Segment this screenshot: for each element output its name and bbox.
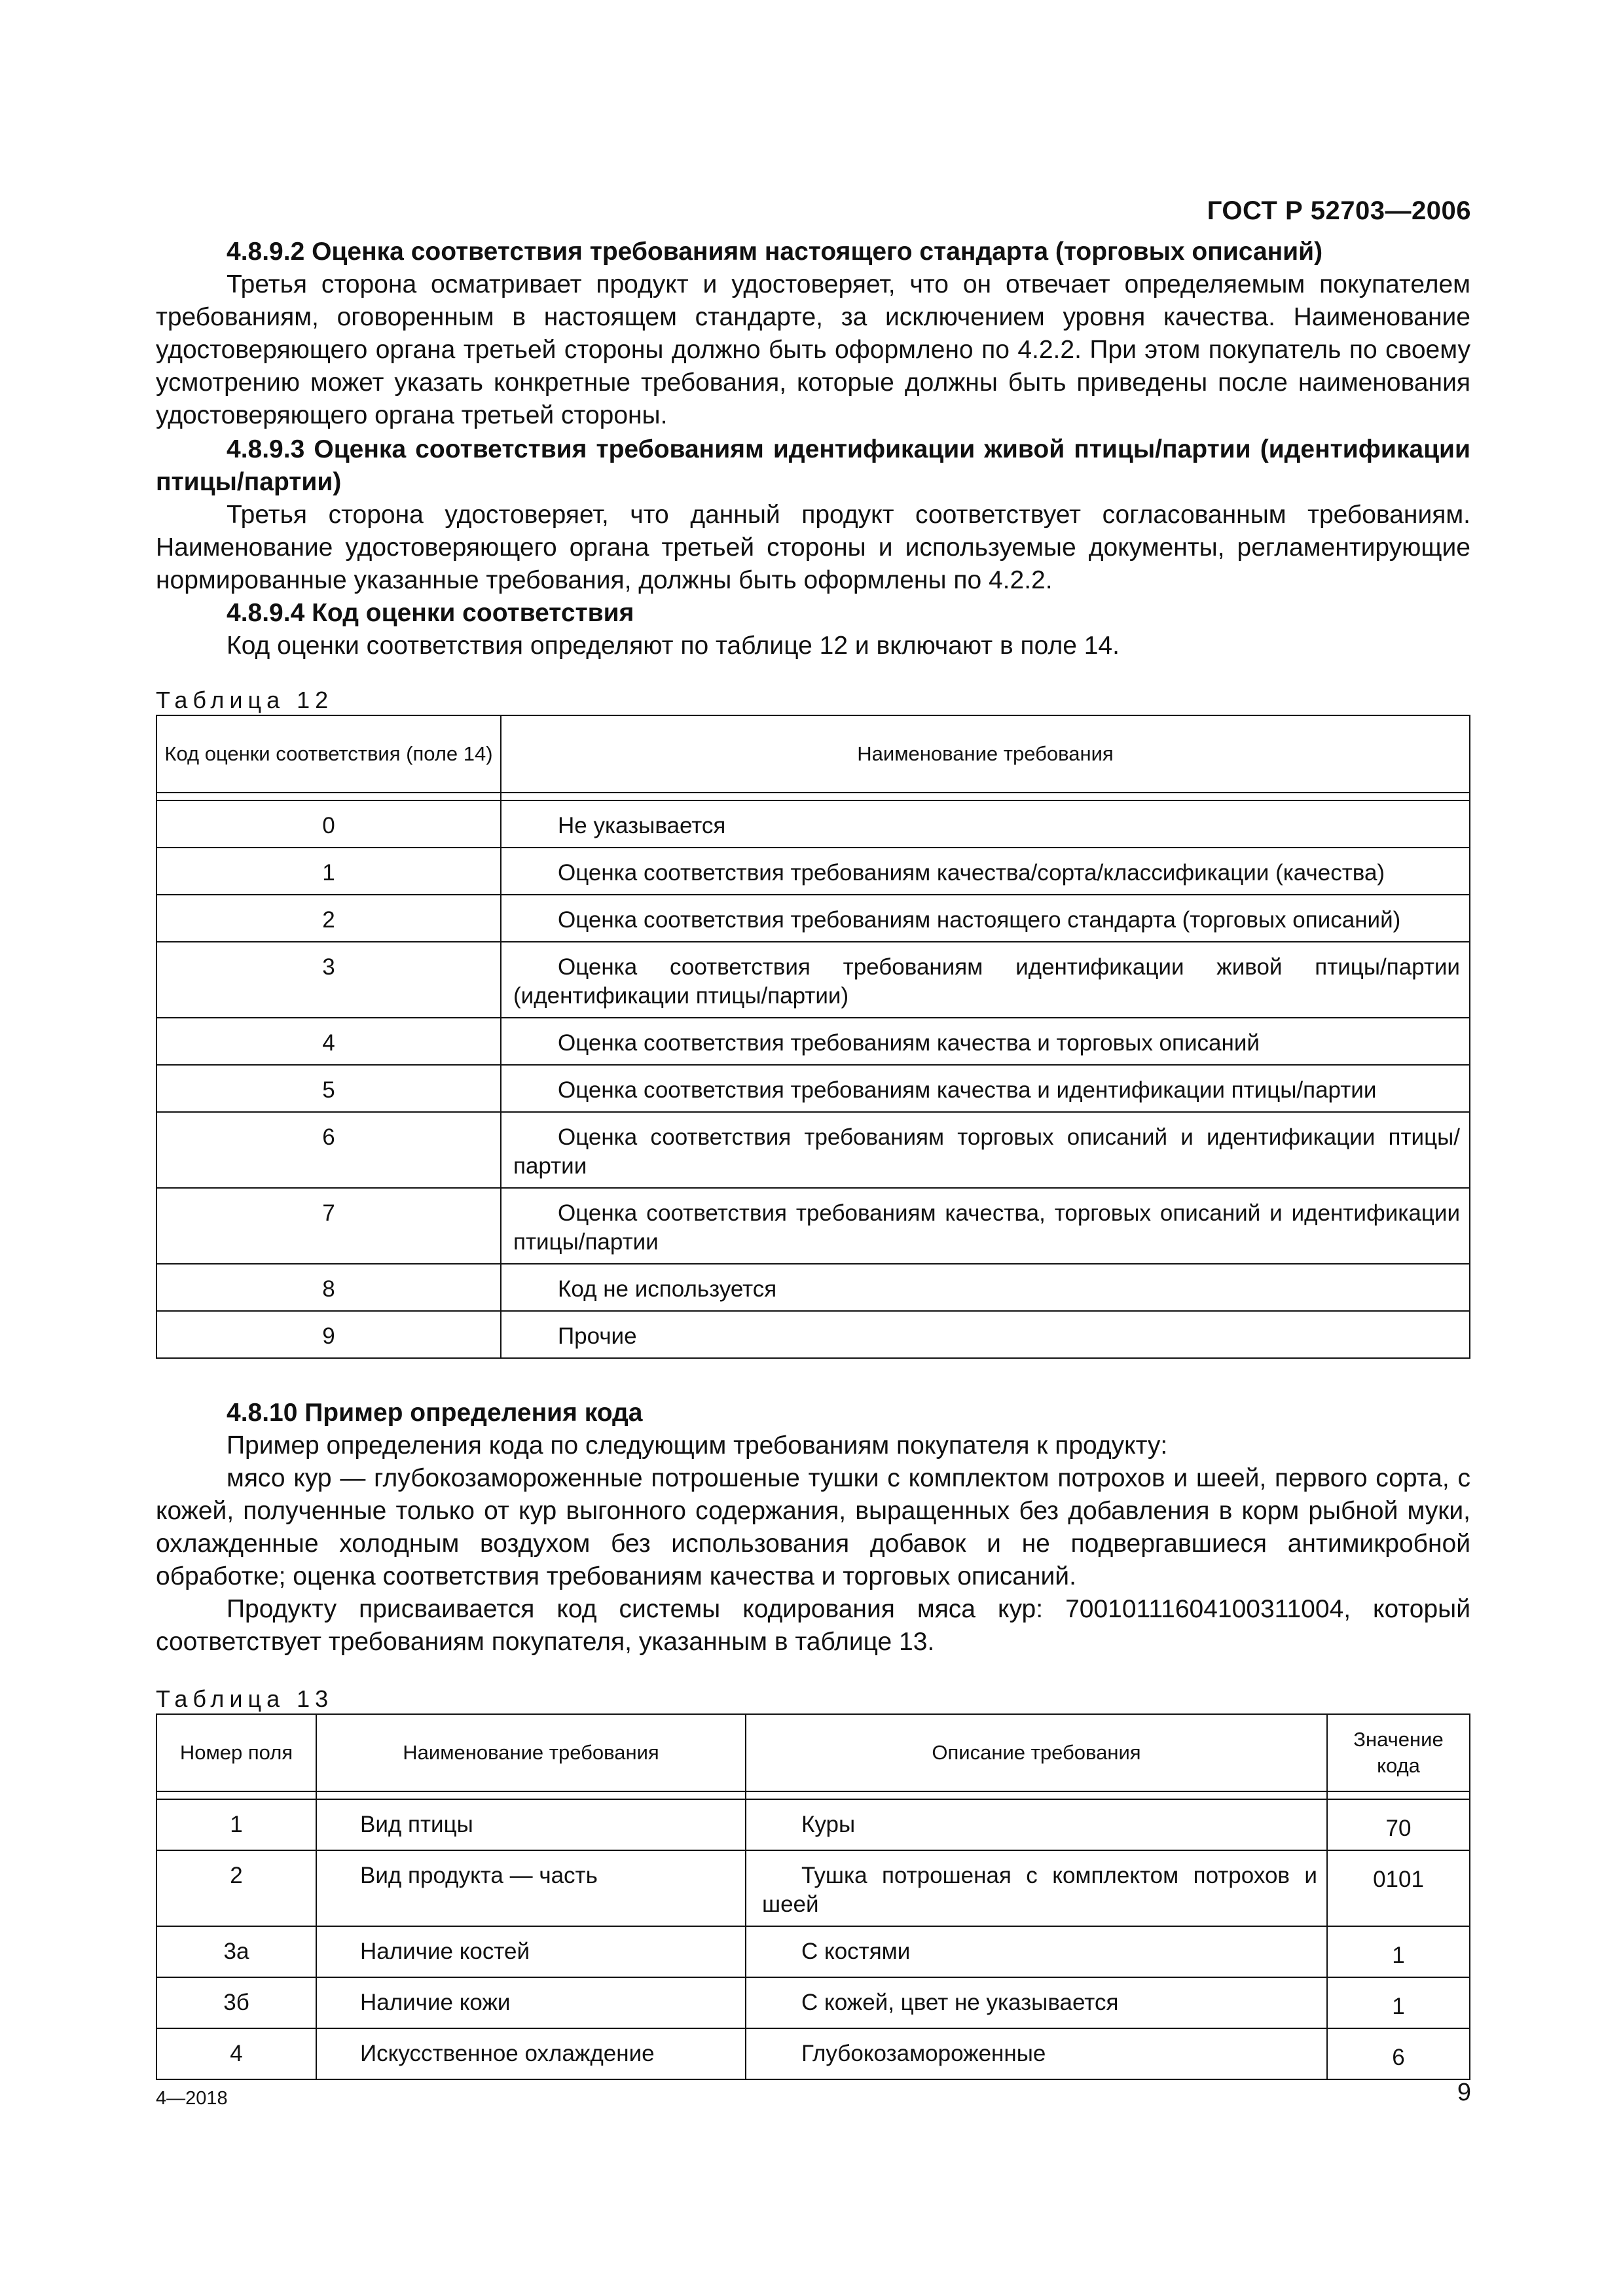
table-13-num-cell: 3а <box>156 1926 316 1977</box>
table-12-name-cell: Не указывается <box>558 813 726 838</box>
section-text-4-8-9-2: Третья сторона осматривает продукт и удостоверяет, что он отвечает определяемым покупателем требованиям, оговоренным в настоящем стандарте, за исключением уровня качества. Наименование удостоверяющего органа третьей стороны должно быть оформлено по 4.2.2. При этом покупатель по своему усмотрению может указать конкретные требования, которые должны быть приведены после наименования удостоверяющего органа третьей стороны. <box>156 270 1470 429</box>
table-row <box>156 2028 1470 2079</box>
table-13-num-cell: 4 <box>156 2028 316 2079</box>
table-12-name-cell: Оценка соответствия требованиям настоящего стандарта (торговых описаний) <box>558 907 1401 933</box>
table-13 <box>156 1713 1470 2080</box>
table-12-name-cell: Оценка соответствия требованиям качества и торговых описаний <box>558 1030 1260 1056</box>
section-text-4-8-10-p2: мясо кур — глубокозамороженные потрошеные тушки с комплектом потрохов и шеей, первого сорта, с кожей, полученные только от кур выгонного содержания, выращенных без добавления в корм рыбной муки, охлажденные холодным воздухом без использования добавок и не подвергавшиеся антимикробной обработке; оценка соответствия требованиям качества и торговых описаний. <box>156 1464 1470 1590</box>
table-12-name-cell: Оценка соответствия требованиям торговых описаний и идентификации птицы/партии <box>513 1124 1460 1179</box>
table-row <box>156 1926 1470 1977</box>
section-heading-4-8-9-3: 4.8.9.3 Оценка соответствия требованиям идентификации живой птицы/партии (идентификации птицы/партии) <box>156 435 1470 496</box>
table-12-code-cell: 9 <box>156 1311 501 1358</box>
table-row <box>156 800 1470 848</box>
table-row <box>156 1850 1470 1926</box>
table-13-num-cell: 2 <box>156 1850 316 1926</box>
table-12-caption: Таблица 12 <box>156 687 334 713</box>
table-row <box>156 1264 1470 1311</box>
table-13-req-cell: Искусственное охлаждение <box>316 2028 746 2079</box>
section-heading-4-8-9-2: 4.8.9.2 Оценка соответствия требованиям настоящего стандарта (торговых описаний) <box>227 238 1323 266</box>
section-text-4-8-9-4: Код оценки соответствия определяют по таблице 12 и включают в поле 14. <box>227 632 1120 660</box>
table-12-col-name-header: Наименование требования <box>501 715 1470 793</box>
table-12-code-cell: 4 <box>156 1018 501 1065</box>
section-heading-4-8-10: 4.8.10 Пример определения кода <box>227 1399 643 1427</box>
page-content <box>156 236 1470 2080</box>
table-12-name-cell: Код не используется <box>558 1276 777 1302</box>
table-12-name-cell: Оценка соответствия требованиям качества/сорта/классификации (качества) <box>558 860 1385 886</box>
table-12-code-cell: 8 <box>156 1264 501 1311</box>
table-12-name-cell: Прочие <box>558 1323 637 1349</box>
table-13-req-cell: Вид продукта — часть <box>316 1850 746 1926</box>
table-row <box>156 1065 1470 1112</box>
section-heading-4-8-9-4: 4.8.9.4 Код оценки соответствия <box>227 599 634 627</box>
table-row <box>156 895 1470 942</box>
table-row <box>156 1112 1470 1188</box>
table-13-req-cell: Наличие костей <box>316 1926 746 1977</box>
table-row <box>156 1311 1470 1358</box>
table-12-code-cell: 0 <box>156 800 501 848</box>
footer-print-code: 4—2018 <box>156 2088 228 2109</box>
table-row <box>156 1799 1470 1850</box>
table-12-name-cell: Оценка соответствия требованиям качества и идентификации птицы/партии <box>558 1077 1377 1103</box>
table-13-caption: Таблица 13 <box>156 1685 334 1712</box>
table-12-name-cell: Оценка соответствия требованиям качества, торговых описаний и идентификации птицы/партии <box>513 1200 1460 1255</box>
table-13-col-num-header: Номер поля <box>156 1714 316 1791</box>
table-12-code-cell: 1 <box>156 848 501 895</box>
table-row <box>156 1018 1470 1065</box>
table-row <box>156 942 1470 1018</box>
table-13-col-val-header: Значение кода <box>1327 1714 1470 1791</box>
table-13-val-cell: 6 <box>1327 2028 1470 2079</box>
table-12-code-cell: 3 <box>156 942 501 1018</box>
table-13-val-cell: 1 <box>1327 1977 1470 2028</box>
table-12-code-cell: 5 <box>156 1065 501 1112</box>
table-13-desc-cell: С костями <box>801 1939 911 1964</box>
table-13-col-desc-header: Описание требования <box>746 1714 1327 1791</box>
section-text-4-8-10-p1: Пример определения кода по следующим требованиям покупателя к продукту: <box>227 1431 1168 1460</box>
table-12-code-cell: 7 <box>156 1188 501 1264</box>
table-13-val-cell: 1 <box>1327 1926 1470 1977</box>
table-12-col-code-header: Код оценки соответствия (поле 14) <box>156 715 501 793</box>
page-number: 9 <box>1457 2079 1471 2106</box>
table-13-val-cell: 0101 <box>1327 1850 1470 1926</box>
section-text-4-8-9-3: Третья сторона удостоверяет, что данный продукт соответствует согласованным требованиям. Наименование удостоверяющего органа третьей стороны и используемые документы, регламентирующие нормированные указанные требования, должны быть оформлены по 4.2.2. <box>156 501 1470 594</box>
table-13-desc-cell: Глубокозамороженные <box>801 2041 1046 2066</box>
table-13-req-cell: Вид птицы <box>316 1799 746 1850</box>
document-id: ГОСТ Р 52703—2006 <box>1207 196 1471 225</box>
table-12-code-cell: 2 <box>156 895 501 942</box>
table-13-col-req-header: Наименование требования <box>316 1714 746 1791</box>
table-13-desc-cell: Тушка потрошеная с комплектом потрохов и шеей <box>762 1863 1317 1917</box>
table-row <box>156 1977 1470 2028</box>
table-13-val-cell: 70 <box>1327 1799 1470 1850</box>
table-13-req-cell: Наличие кожи <box>316 1977 746 2028</box>
table-12-code-cell: 6 <box>156 1112 501 1188</box>
table-13-num-cell: 1 <box>156 1799 316 1850</box>
table-12 <box>156 715 1470 1359</box>
table-13-desc-cell: С кожей, цвет не указывается <box>801 1990 1119 2015</box>
section-text-4-8-10-p3: Продукту присваивается код системы кодирования мяса кур: 70010111604100311004, который соответствует требованиям покупателя, указанным в таблице 13. <box>156 1595 1470 1656</box>
table-13-desc-cell: Куры <box>801 1812 856 1837</box>
table-12-name-cell: Оценка соответствия требованиям идентификации живой птицы/партии (идентификации птицы/партии) <box>513 954 1460 1009</box>
table-row <box>156 848 1470 895</box>
table-row <box>156 1188 1470 1264</box>
table-13-num-cell: 3б <box>156 1977 316 2028</box>
